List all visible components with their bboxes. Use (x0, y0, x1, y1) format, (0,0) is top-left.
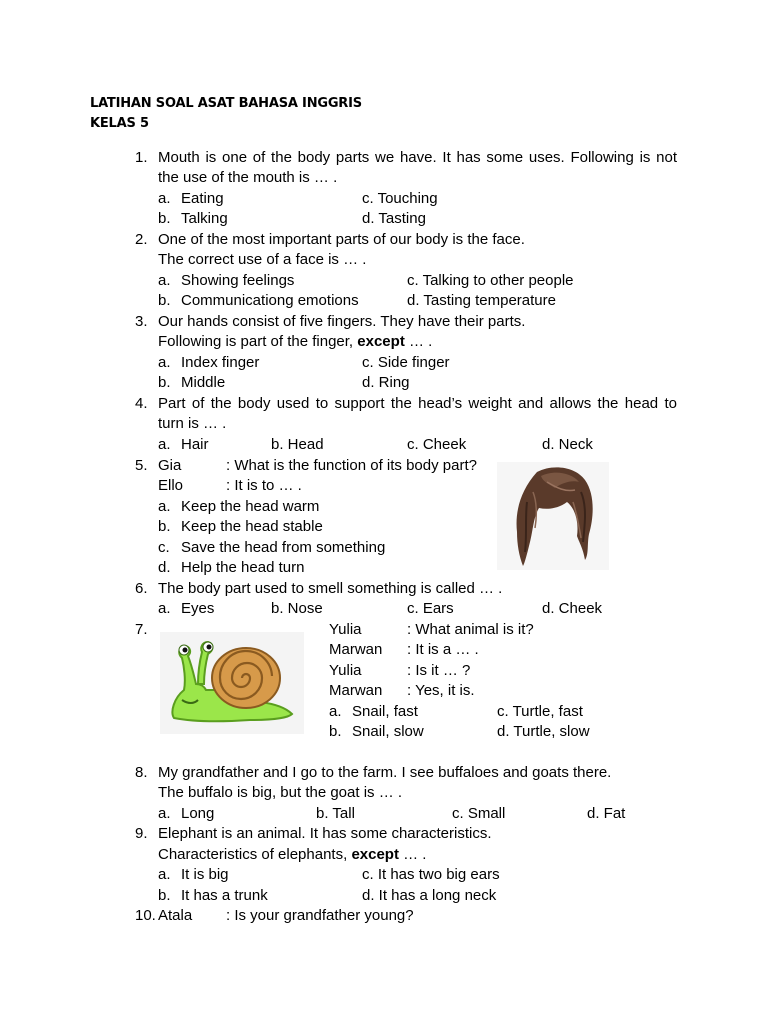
q4-option-d: d. Neck (542, 436, 593, 453)
q7-number: 7. (135, 621, 148, 638)
q5-option-c: Save the head from something (181, 539, 386, 556)
snail-image (160, 632, 304, 734)
q3-text-line1: Our hands consist of five fingers. They have their parts. (158, 313, 526, 330)
q10-speaker1: Atala (158, 907, 193, 924)
q9-option-a-letter: a. (158, 866, 171, 883)
q7-speaker2: Marwan (329, 641, 383, 658)
q10-number: 10. (135, 907, 156, 924)
q3-emphasis: except (357, 333, 405, 350)
q10-text-line1: : Is your grandfather young? (226, 907, 414, 924)
q5-option-d-letter: d. (158, 559, 171, 576)
q7-line2: : It is a … . (407, 641, 479, 658)
q3-option-b: Middle (181, 374, 226, 391)
q2-option-b-letter: b. (158, 292, 171, 309)
q5-text-line2: : It is to … . (226, 477, 302, 494)
q8-text-line2: The buffalo is big, but the goat is … . (158, 784, 403, 801)
q2-option-d: d. Tasting temperature (407, 292, 556, 309)
q1-option-a-letter: a. (158, 190, 171, 207)
q5-option-a: Keep the head warm (181, 498, 320, 515)
q9-text-line2: Characteristics of elephants, except … . (158, 846, 427, 863)
q5-text-line1: : What is the function of its body part? (226, 457, 477, 474)
hair-image (497, 462, 609, 570)
q7-line3: : Is it … ? (407, 662, 471, 679)
q3-option-c: c. Side finger (362, 354, 450, 371)
q8-text-line1: My grandfather and I go to the farm. I see buffaloes and goats there. (158, 764, 612, 781)
q1-text-line2: the use of the mouth is … . (158, 169, 338, 186)
q1-number: 1. (135, 149, 148, 166)
q1-option-a: Eating (181, 190, 224, 207)
q4-number: 4. (135, 395, 148, 412)
q1-option-b: Talking (181, 210, 228, 227)
q5-option-d: Help the head turn (181, 559, 305, 576)
q8-option-c: c. Small (452, 805, 506, 822)
q4-text-line2: turn is … . (158, 415, 227, 432)
q6-number: 6. (135, 580, 148, 597)
q9-option-d: d. It has a long neck (362, 887, 497, 904)
q3-option-a-letter: a. (158, 354, 171, 371)
q9-option-b: It has a trunk (181, 887, 268, 904)
q7-line1: : What animal is it? (407, 621, 534, 638)
document-subtitle: KELAS 5 (90, 116, 149, 131)
q7-line4: : Yes, it is. (407, 682, 475, 699)
q5-number: 5. (135, 457, 148, 474)
q9-number: 9. (135, 825, 148, 842)
q8-option-d: d. Fat (587, 805, 626, 822)
q7-option-b-letter: b. (329, 723, 342, 740)
q6-option-c: c. Ears (407, 600, 454, 617)
q4-option-b: b. Head (271, 436, 324, 453)
q8-option-a-letter: a. (158, 805, 171, 822)
q7-option-c: c. Turtle, fast (497, 703, 583, 720)
q8-option-a: Long (181, 805, 215, 822)
q1-option-d: d. Tasting (362, 210, 426, 227)
document-title: LATIHAN SOAL ASAT BAHASA INGGRIS (90, 96, 362, 111)
q6-option-a-letter: a. (158, 600, 171, 617)
q3-number: 3. (135, 313, 148, 330)
q3-option-a: Index finger (181, 354, 260, 371)
q9-option-b-letter: b. (158, 887, 171, 904)
q2-option-a-letter: a. (158, 272, 171, 289)
q5-option-b: Keep the head stable (181, 518, 323, 535)
q7-option-d: d. Turtle, slow (497, 723, 590, 740)
q7-speaker4: Marwan (329, 682, 383, 699)
q2-text-line1: One of the most important parts of our body is the face. (158, 231, 525, 248)
q9-text-line1: Elephant is an animal. It has some characteristics. (158, 825, 492, 842)
q1-option-b-letter: b. (158, 210, 171, 227)
q7-option-a-letter: a. (329, 703, 342, 720)
q7-option-b: Snail, slow (352, 723, 424, 740)
q7-speaker1: Yulia (329, 621, 362, 638)
q3-text-line2: Following is part of the finger, except … . (158, 333, 433, 350)
q5-option-c-letter: c. (158, 539, 170, 556)
q9-option-a: It is big (181, 866, 229, 883)
q3-option-b-letter: b. (158, 374, 171, 391)
q2-number: 2. (135, 231, 148, 248)
q6-text-line1: The body part used to smell something is called … . (158, 580, 503, 597)
q2-text-line2: The correct use of a face is … . (158, 251, 367, 268)
q8-option-b: b. Tall (316, 805, 355, 822)
q4-option-a: Hair (181, 436, 209, 453)
q3-option-d: d. Ring (362, 374, 410, 391)
q5-option-a-letter: a. (158, 498, 171, 515)
q6-option-d: d. Cheek (542, 600, 603, 617)
q4-option-c: c. Cheek (407, 436, 467, 453)
q6-option-b: b. Nose (271, 600, 323, 617)
q4-text-line1: Part of the body used to support the head’s weight and allows the head to (158, 395, 677, 412)
q9-emphasis: except (351, 846, 399, 863)
q9-option-c: c. It has two big ears (362, 866, 500, 883)
q4-option-a-letter: a. (158, 436, 171, 453)
q7-speaker3: Yulia (329, 662, 362, 679)
q2-option-a: Showing feelings (181, 272, 295, 289)
q8-number: 8. (135, 764, 148, 781)
q6-option-a: Eyes (181, 600, 215, 617)
q1-option-c: c. Touching (362, 190, 438, 207)
q7-option-a: Snail, fast (352, 703, 418, 720)
q5-speaker2: Ello (158, 477, 184, 494)
q5-option-b-letter: b. (158, 518, 171, 535)
q1-text-line1: Mouth is one of the body parts we have. It has some uses. Following is not (158, 149, 677, 166)
q2-option-c: c. Talking to other people (407, 272, 574, 289)
q5-speaker1: Gia (158, 457, 182, 474)
q2-option-b: Communicationg emotions (181, 292, 359, 309)
